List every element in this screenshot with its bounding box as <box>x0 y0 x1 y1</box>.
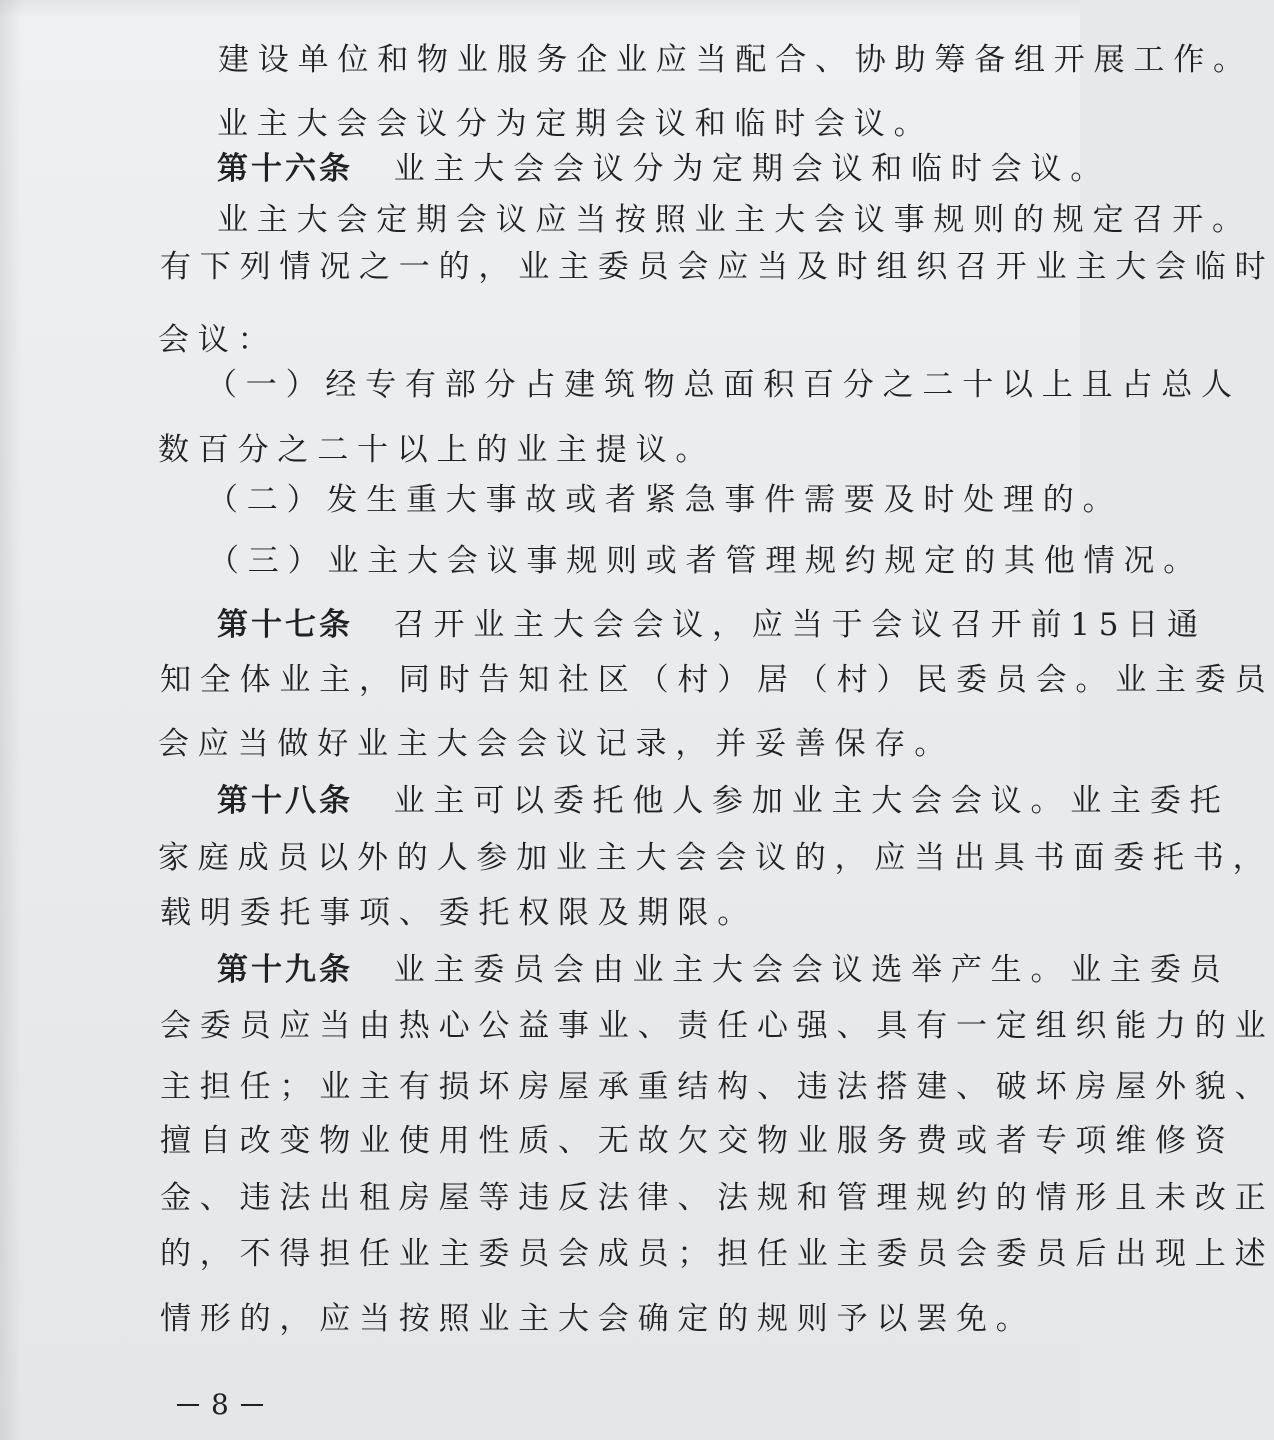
article-18-line: 第十八条 业主可以委托他人参加业主大会会议。业主委托 <box>217 783 1230 819</box>
text-line: 情形的，应当按照业主大会确定的规则予以罢免。 <box>160 1301 1036 1337</box>
text-line: 数百分之二十以上的业主提议。 <box>158 432 716 468</box>
text-line: 建设单位和物业服务企业应当配合、协助筹备组开展工作。 <box>218 42 1253 78</box>
text-line: （一）经专有部分占建筑物总面积百分之二十以上且占总人 <box>206 367 1241 403</box>
page-number-right-dash <box>241 1404 263 1406</box>
page-number-value: 8 <box>211 1388 229 1421</box>
page-left-shadow <box>0 0 22 1440</box>
text-line: 会议： <box>158 322 278 358</box>
page-top-shadow <box>0 0 1080 18</box>
text-line: 有下列情况之一的，业主委员会应当及时组织召开业主大会临时 <box>160 249 1274 285</box>
article-17-line: 第十七条 召开业主大会会议，应当于会议召开前15日通 <box>217 607 1207 643</box>
text-line: 会委员应当由热心公益事业、责任心强、具有一定组织能力的业 <box>160 1008 1274 1044</box>
article-19-heading: 第十九条 <box>217 952 353 988</box>
text-line: （三）业主大会议事规则或者管理规约规定的其他情况。 <box>208 543 1203 579</box>
text-line: 载明委托事项、委托权限及期限。 <box>160 895 757 931</box>
text-line: 业主大会会议分为定期会议和临时会议。 <box>217 106 934 142</box>
text-line: 知全体业主，同时告知社区（村）居（村）民委员会。业主委员 <box>160 662 1274 698</box>
text-line: 主担任；业主有损坏房屋承重结构、违法搭建、破坏房屋外貌、 <box>160 1069 1274 1105</box>
article-19-line: 第十九条 业主委员会由业主大会会议选举产生。业主委员 <box>217 952 1230 988</box>
article-18-heading: 第十八条 <box>217 783 353 819</box>
article-16-line: 第十六条 业主大会会议分为定期会议和临时会议。 <box>217 151 1111 187</box>
text-line: （二）发生重大事故或者紧急事件需要及时处理的。 <box>207 482 1123 518</box>
text-line: 业主大会定期会议应当按照业主大会议事规则的规定召开。 <box>217 202 1252 238</box>
text-line: 金、违法出租房屋等违反法律、法规和管理规约的情形且未改正 <box>160 1180 1274 1216</box>
page-number-left-dash <box>177 1404 199 1406</box>
article-16-heading: 第十六条 <box>217 151 353 187</box>
article-17-heading: 第十七条 <box>217 607 353 643</box>
text-line: 家庭成员以外的人参加业主大会会议的，应当出具书面委托书， <box>158 840 1273 876</box>
text-line: 擅自改变物业使用性质、无故欠交物业服务费或者专项维修资 <box>160 1123 1235 1159</box>
text-line: 会应当做好业主大会会议记录，并妥善保存。 <box>158 726 954 762</box>
page-number <box>177 1385 297 1425</box>
text-line: 的，不得担任业主委员会成员；担任业主委员会委员后出现上述 <box>160 1236 1274 1272</box>
